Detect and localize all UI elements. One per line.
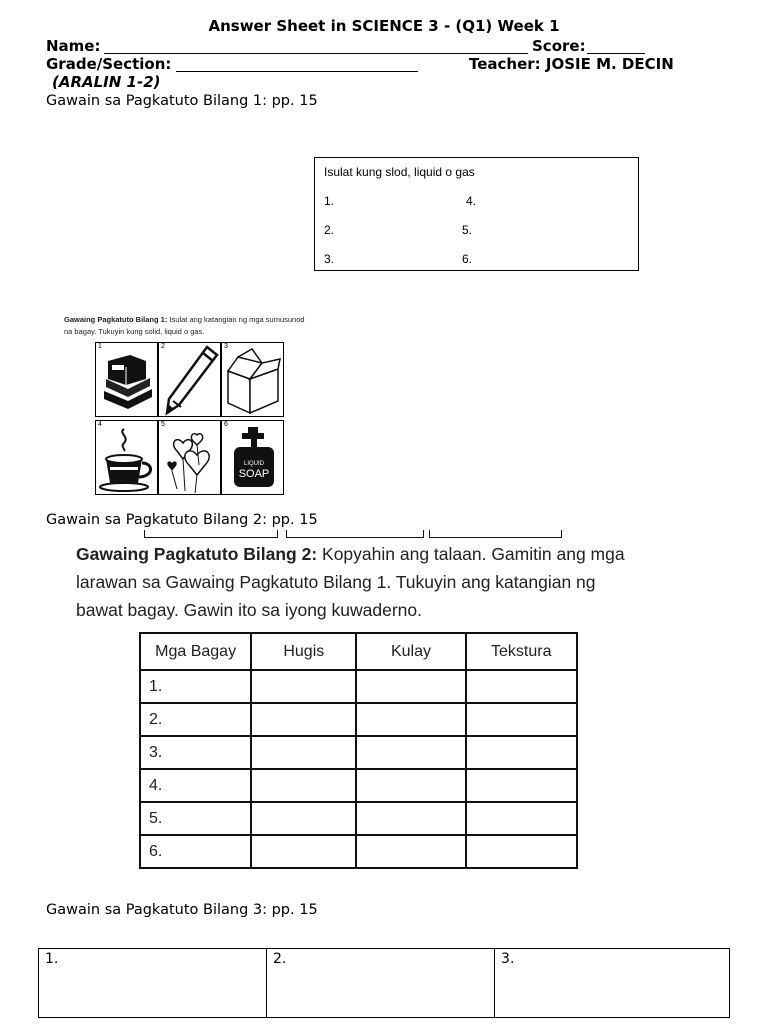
activity3-heading: Gawain sa Pagkatuto Bilang 3: pp. 15 bbox=[46, 902, 318, 918]
answer-item-4: 4. bbox=[466, 194, 477, 208]
answer-item-1: 1. bbox=[324, 194, 335, 208]
answer-item-2: 2. bbox=[324, 223, 335, 237]
grid-cell-4: 4 bbox=[95, 420, 158, 495]
answer-item-3: 3. bbox=[324, 252, 335, 266]
answer-item-5: 5. bbox=[462, 223, 473, 237]
answer-cell-1[interactable]: 1. bbox=[39, 949, 267, 1018]
table-row: 6. bbox=[140, 835, 577, 868]
table-row: 4. bbox=[140, 769, 577, 802]
col-header-mga-bagay: Mga Bagay bbox=[140, 633, 251, 670]
grid-cell-5: 5 bbox=[158, 420, 221, 495]
soap-icon bbox=[222, 421, 285, 496]
activity3-answer-table bbox=[38, 948, 730, 1018]
grade-section-blank[interactable] bbox=[176, 71, 418, 72]
grid-cell-1: 1 bbox=[95, 342, 158, 417]
cup-icon bbox=[96, 421, 159, 496]
table-row bbox=[39, 949, 730, 1018]
table-row: 2. bbox=[140, 703, 577, 736]
score-label: Score: bbox=[532, 37, 586, 55]
name-blank[interactable] bbox=[104, 53, 528, 54]
teacher-name: Teacher: JOSIE M. DECIN bbox=[469, 55, 674, 73]
score-blank[interactable] bbox=[587, 53, 645, 54]
grid-caption: Gawaing Pagkatuto Bilang 1: Isulat ang katangian ng mga sumusunod na bagay. Tukuyin kung solid, liquid o gas. bbox=[64, 315, 305, 336]
box-icon bbox=[222, 343, 285, 418]
grid-cell-6: 6 LIQUID SOAP bbox=[221, 420, 284, 495]
answer-cell-2[interactable]: 2. bbox=[267, 949, 495, 1018]
table-row: 5. bbox=[140, 802, 577, 835]
characteristics-table bbox=[139, 632, 578, 869]
col-header-kulay: Kulay bbox=[356, 633, 465, 670]
books-icon bbox=[96, 343, 159, 418]
grade-section-label: Grade/Section: bbox=[46, 55, 172, 73]
answer-item-6: 6. bbox=[462, 252, 473, 266]
answer-box-title: Isulat kung slod, liquid o gas bbox=[324, 165, 475, 179]
grid-cell-2: 2 bbox=[158, 342, 221, 417]
answer-cell-3[interactable]: 3. bbox=[495, 949, 730, 1018]
table-row: 3. bbox=[140, 736, 577, 769]
soap-label-top: LIQUID bbox=[243, 461, 265, 467]
activity2-instructions: Gawaing Pagkatuto Bilang 2: Kopyahin ang talaan. Gamitin ang mga larawan sa Gawaing Pagkatuto Bilang 1. Tukuyin ang katangian ng bawat bagay. Gawin ito sa iyong kuwaderno. bbox=[76, 544, 625, 620]
balloons-icon bbox=[159, 421, 222, 496]
lesson-label: (ARALIN 1-2) bbox=[52, 73, 161, 91]
cropped-fragment-3 bbox=[429, 530, 562, 538]
activity1-heading: Gawain sa Pagkatuto Bilang 1: pp. 15 bbox=[46, 93, 318, 109]
col-header-hugis: Hugis bbox=[251, 633, 356, 670]
col-header-tekstura: Tekstura bbox=[466, 633, 577, 670]
table-row: 1. bbox=[140, 670, 577, 703]
grid-cell-3: 3 bbox=[221, 342, 284, 417]
soap-label: SOAP bbox=[238, 468, 270, 480]
table-header-row bbox=[140, 633, 577, 670]
answer-box-1 bbox=[314, 157, 639, 271]
name-label: Name: bbox=[46, 37, 101, 55]
page-title: Answer Sheet in SCIENCE 3 - (Q1) Week 1 bbox=[208, 17, 560, 35]
pencil-icon bbox=[159, 343, 222, 418]
cropped-fragment-1 bbox=[144, 530, 278, 538]
activity2-heading: Gawain sa Pagkatuto Bilang 2: pp. 15 bbox=[46, 512, 318, 528]
cropped-fragment-2 bbox=[286, 530, 424, 538]
